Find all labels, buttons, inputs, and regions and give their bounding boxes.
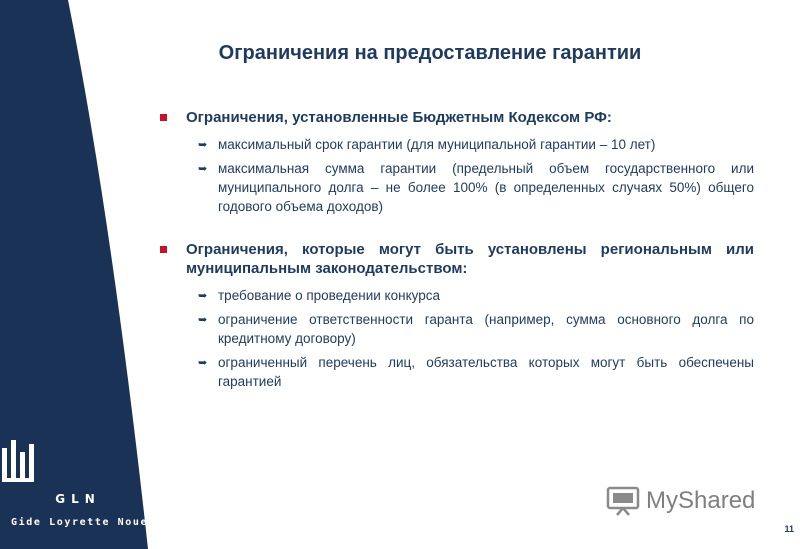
myshared-watermark[interactable] — [606, 484, 766, 518]
arrow-right-icon: ➥ — [198, 356, 208, 369]
list-item-text: требование о проведении конкурса — [218, 288, 441, 303]
section-heading-row — [160, 240, 754, 278]
section-budget-code — [160, 108, 754, 216]
projector-screen-icon — [606, 486, 640, 516]
sub-list — [198, 135, 754, 216]
list-item — [198, 135, 754, 154]
list-item — [198, 310, 754, 348]
section-heading-row — [160, 108, 754, 127]
list-item-text: ограниченный перечень лиц, обязательства которых могут быть обеспечены гарантией — [218, 355, 754, 389]
section-regional-law — [160, 240, 754, 391]
section-heading: Ограничения, которые могут быть установлены региональным или муниципальным законодательством: — [186, 241, 754, 277]
list-item — [198, 159, 754, 216]
slide-title: Ограничения на предоставление гарантии — [218, 42, 642, 64]
list-item-text: максимальная сумма гарантии (предельный объем государственного или муниципального долга – не более 100% (в определенных случаях 50%) общего годового объема доходов) — [218, 161, 754, 214]
section-heading: Ограничения, установленные Бюджетным Кодексом РФ: — [186, 109, 612, 126]
list-item — [198, 353, 754, 391]
square-bullet-icon — [160, 246, 167, 253]
square-bullet-icon — [160, 114, 167, 121]
gln-logo-mark — [0, 440, 40, 484]
list-item-text: максимальный срок гарантии (для муниципальной гарантии – 10 лет) — [218, 137, 656, 152]
page-number: 11 — [784, 524, 794, 534]
logo-company-name: Gide Loyrette Nouel — [11, 517, 156, 528]
arrow-right-icon: ➥ — [198, 138, 208, 151]
logo-abbreviation: GLN — [55, 492, 101, 506]
slide-content — [160, 108, 754, 415]
sub-list — [198, 286, 754, 391]
sidebar-panel — [0, 0, 180, 549]
list-item — [198, 286, 754, 305]
arrow-right-icon: ➥ — [198, 289, 208, 302]
list-item-text: ограничение ответственности гаранта (например, сумма основного долга по кредитному договору) — [218, 312, 754, 346]
arrow-right-icon: ➥ — [198, 313, 208, 326]
watermark-text: MyShared — [646, 487, 756, 514]
arrow-right-icon: ➥ — [198, 162, 208, 175]
gln-logo — [0, 440, 156, 540]
